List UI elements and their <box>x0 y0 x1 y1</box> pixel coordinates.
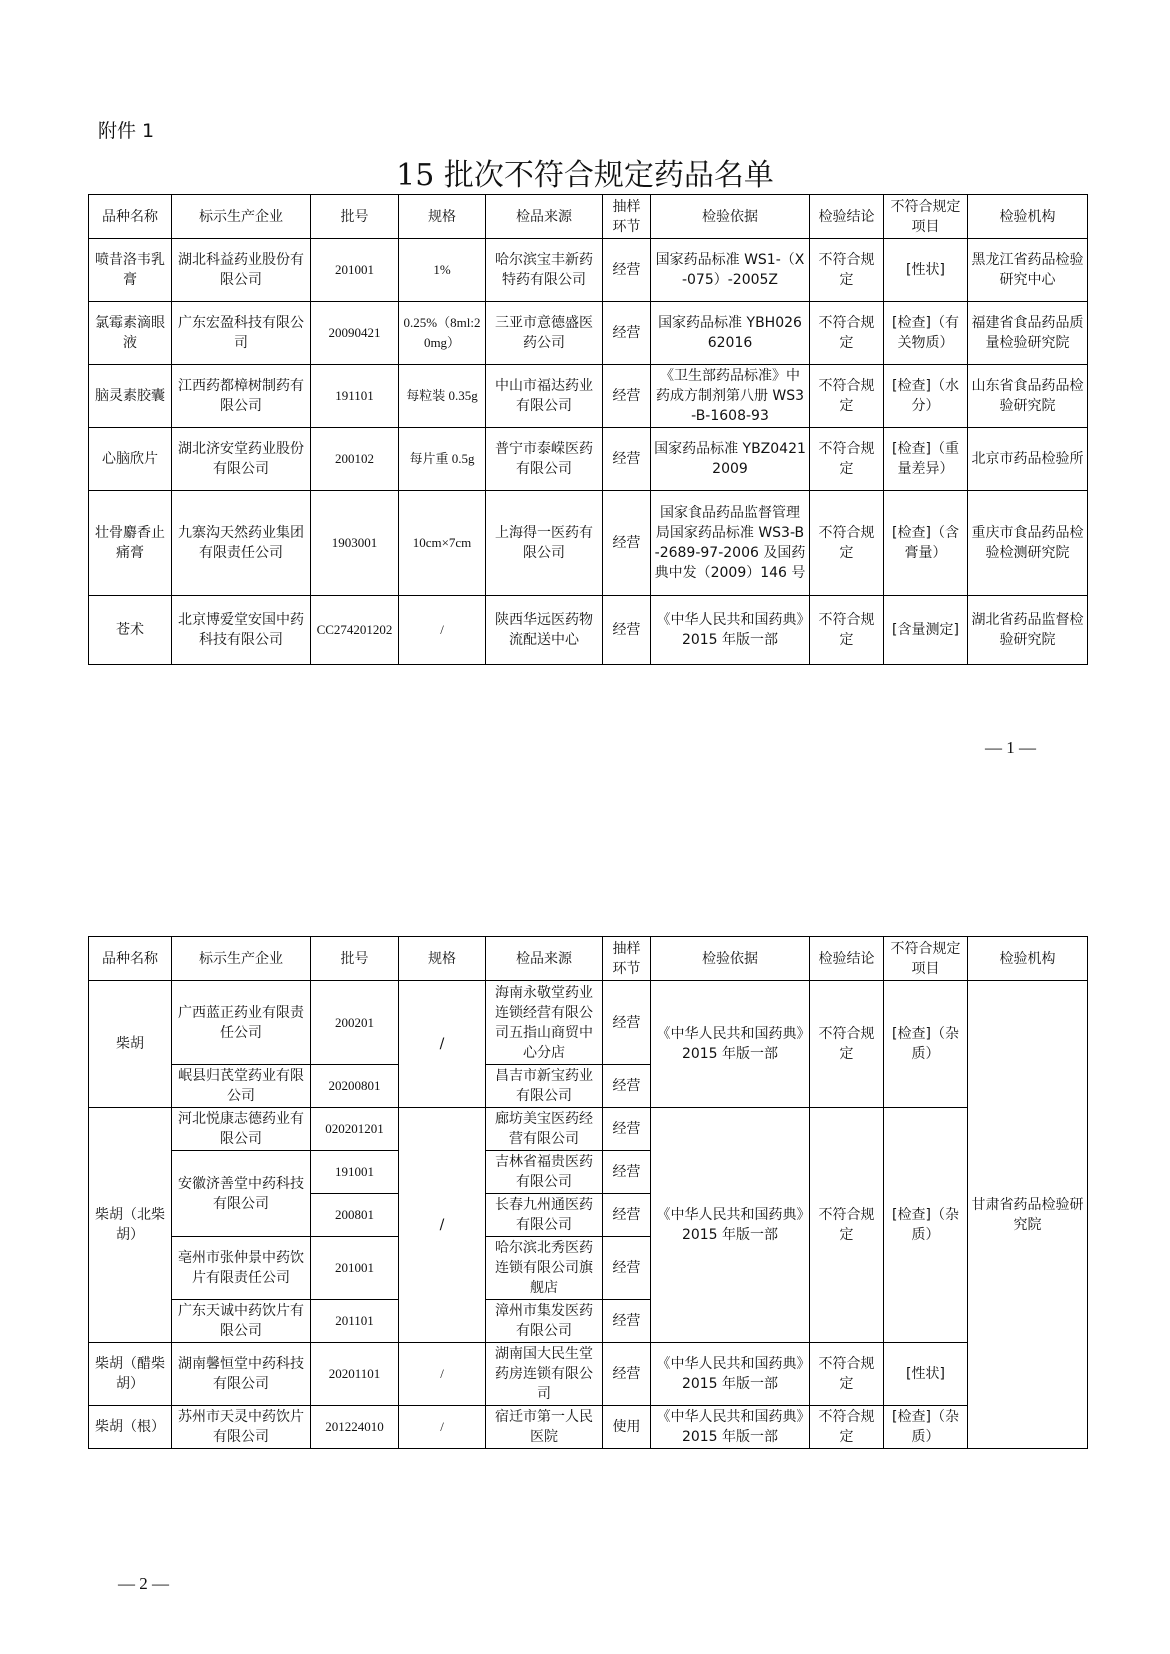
cell-variety: 喷昔洛韦乳膏 <box>89 239 172 302</box>
header-batch: 批号 <box>311 937 399 981</box>
header-spec: 规格 <box>399 937 486 981</box>
cell-batch: CC274201202 <box>311 596 399 665</box>
header-basis: 检验依据 <box>651 937 810 981</box>
cell-source: 普宁市泰嵘医药有限公司 <box>486 428 603 491</box>
cell-item: [含量测定] <box>884 596 968 665</box>
cell-variety: 脑灵素胶囊 <box>89 365 172 428</box>
cell-stage: 经营 <box>603 1194 651 1237</box>
cell-stage: 经营 <box>603 1065 651 1108</box>
header-stage: 抽样环节 <box>603 195 651 239</box>
cell-source: 海南永敬堂药业连锁经营有限公司五指山商贸中心分店 <box>486 981 603 1065</box>
cell-stage: 经营 <box>603 428 651 491</box>
cell-manufacturer: 广西蓝正药业有限责任公司 <box>172 981 311 1065</box>
cell-agency: 湖北省药品监督检验研究院 <box>968 596 1088 665</box>
cell-basis: 国家药品标准 YBZ04212009 <box>651 428 810 491</box>
cell-batch: 20090421 <box>311 302 399 365</box>
header-manufacturer: 标示生产企业 <box>172 937 311 981</box>
cell-result: 不符合规定 <box>810 239 884 302</box>
page-number-1: — 1 — <box>985 738 1036 757</box>
cell-item: [检查]（水分） <box>884 365 968 428</box>
cell-result: 不符合规定 <box>810 1108 884 1343</box>
cell-source: 三亚市意德盛医药公司 <box>486 302 603 365</box>
header-item: 不符合规定项目 <box>884 195 968 239</box>
cell-source: 中山市福达药业有限公司 <box>486 365 603 428</box>
header-batch: 批号 <box>311 195 399 239</box>
cell-basis: 《中华人民共和国药典》2015 年版一部 <box>651 981 810 1108</box>
cell-spec: / <box>399 1406 486 1449</box>
table-row <box>89 981 1088 1065</box>
cell-item: [检查]（杂质） <box>884 1108 968 1343</box>
header-result: 检验结论 <box>810 937 884 981</box>
cell-variety: 柴胡（北柴胡） <box>89 1108 172 1343</box>
cell-agency: 黑龙江省药品检验研究中心 <box>968 239 1088 302</box>
cell-source: 昌吉市新宝药业有限公司 <box>486 1065 603 1108</box>
header-variety: 品种名称 <box>89 937 172 981</box>
cell-source: 哈尔滨北秀医药连锁有限公司旗舰店 <box>486 1237 603 1300</box>
cell-result: 不符合规定 <box>810 981 884 1108</box>
cell-batch: 191001 <box>311 1151 399 1194</box>
header-item: 不符合规定项目 <box>884 937 968 981</box>
cell-agency: 山东省食品药品检验研究院 <box>968 365 1088 428</box>
cell-variety: 柴胡（醋柴胡） <box>89 1343 172 1406</box>
cell-manufacturer: 河北悦康志德药业有限公司 <box>172 1108 311 1151</box>
cell-manufacturer: 湖北科益药业股份有限公司 <box>172 239 311 302</box>
cell-batch: 200801 <box>311 1194 399 1237</box>
table-row <box>89 239 1088 302</box>
table-row <box>89 491 1088 596</box>
cell-source: 吉林省福贵医药有限公司 <box>486 1151 603 1194</box>
cell-item: [检查]（杂质） <box>884 1406 968 1449</box>
cell-source: 漳州市集发医药有限公司 <box>486 1300 603 1343</box>
cell-result: 不符合规定 <box>810 1406 884 1449</box>
cell-stage: 经营 <box>603 981 651 1065</box>
cell-variety: 柴胡（根） <box>89 1406 172 1449</box>
cell-spec: 1% <box>399 239 486 302</box>
cell-manufacturer: 湖北济安堂药业股份有限公司 <box>172 428 311 491</box>
cell-item: [检查]（杂质） <box>884 981 968 1108</box>
cell-item: [性状] <box>884 239 968 302</box>
cell-manufacturer: 湖南馨恒堂中药科技有限公司 <box>172 1343 311 1406</box>
cell-basis: 《中华人民共和国药典》2015 年版一部 <box>651 1406 810 1449</box>
cell-spec: 10cm×7cm <box>399 491 486 596</box>
cell-stage: 经营 <box>603 1300 651 1343</box>
header-row <box>89 195 1088 239</box>
cell-item: [性状] <box>884 1343 968 1406</box>
cell-variety: 柴胡 <box>89 981 172 1108</box>
cell-result: 不符合规定 <box>810 1343 884 1406</box>
attachment-label: 附件 1 <box>98 120 155 142</box>
cell-manufacturer: 江西药都樟树制药有限公司 <box>172 365 311 428</box>
table-row <box>89 365 1088 428</box>
header-agency: 检验机构 <box>968 937 1088 981</box>
drug-table-page1 <box>88 194 1088 665</box>
drug-table-page2 <box>88 936 1088 1449</box>
cell-stage: 经营 <box>603 302 651 365</box>
header-basis: 检验依据 <box>651 195 810 239</box>
cell-manufacturer: 岷县归芪堂药业有限公司 <box>172 1065 311 1108</box>
cell-batch: 200102 <box>311 428 399 491</box>
cell-result: 不符合规定 <box>810 596 884 665</box>
cell-basis: 国家药品标准 YBH02662016 <box>651 302 810 365</box>
cell-stage: 经营 <box>603 596 651 665</box>
cell-agency: 甘肃省药品检验研究院 <box>968 981 1088 1449</box>
cell-result: 不符合规定 <box>810 302 884 365</box>
cell-source: 陕西华远医药物流配送中心 <box>486 596 603 665</box>
cell-manufacturer: 九寨沟天然药业集团有限责任公司 <box>172 491 311 596</box>
cell-source: 廊坊美宝医药经营有限公司 <box>486 1108 603 1151</box>
header-source: 检品来源 <box>486 195 603 239</box>
cell-source: 上海得一医药有限公司 <box>486 491 603 596</box>
cell-basis: 《中华人民共和国药典》2015 年版一部 <box>651 596 810 665</box>
table-row <box>89 1108 1088 1151</box>
cell-item: [检查]（含膏量） <box>884 491 968 596</box>
table-row <box>89 1406 1088 1449</box>
cell-basis: 《中华人民共和国药典》2015 年版一部 <box>651 1108 810 1343</box>
header-source: 检品来源 <box>486 937 603 981</box>
cell-source: 长春九州通医药有限公司 <box>486 1194 603 1237</box>
cell-manufacturer: 苏州市天灵中药饮片有限公司 <box>172 1406 311 1449</box>
cell-result: 不符合规定 <box>810 428 884 491</box>
cell-manufacturer: 广东宏盈科技有限公司 <box>172 302 311 365</box>
cell-variety: 氯霉素滴眼液 <box>89 302 172 365</box>
cell-stage: 经营 <box>603 1343 651 1406</box>
cell-stage: 经营 <box>603 491 651 596</box>
cell-spec: 每片重 0.5g <box>399 428 486 491</box>
cell-result: 不符合规定 <box>810 365 884 428</box>
cell-batch: 1903001 <box>311 491 399 596</box>
header-row <box>89 937 1088 981</box>
cell-stage: 经营 <box>603 1108 651 1151</box>
cell-batch: 201001 <box>311 1237 399 1300</box>
cell-spec: / <box>399 596 486 665</box>
cell-stage: 经营 <box>603 365 651 428</box>
cell-spec: / <box>399 1343 486 1406</box>
cell-batch: 201224010 <box>311 1406 399 1449</box>
cell-spec: / <box>399 981 486 1108</box>
cell-variety: 心脑欣片 <box>89 428 172 491</box>
cell-stage: 使用 <box>603 1406 651 1449</box>
cell-basis: 国家药品标准 WS1-（X-075）-2005Z <box>651 239 810 302</box>
header-variety: 品种名称 <box>89 195 172 239</box>
cell-basis: 《中华人民共和国药典》2015 年版一部 <box>651 1343 810 1406</box>
cell-agency: 福建省食品药品质量检验研究院 <box>968 302 1088 365</box>
cell-manufacturer: 北京博爱堂安国中药科技有限公司 <box>172 596 311 665</box>
cell-batch: 191101 <box>311 365 399 428</box>
table-row <box>89 1343 1088 1406</box>
table-row <box>89 302 1088 365</box>
document-title: 15 批次不符合规定药品名单 <box>396 158 774 193</box>
cell-batch: 200201 <box>311 981 399 1065</box>
cell-stage: 经营 <box>603 1237 651 1300</box>
cell-batch: 201001 <box>311 239 399 302</box>
cell-agency: 重庆市食品药品检验检测研究院 <box>968 491 1088 596</box>
cell-variety: 壮骨麝香止痛膏 <box>89 491 172 596</box>
cell-manufacturer: 安徽济善堂中药科技有限公司 <box>172 1151 311 1237</box>
header-spec: 规格 <box>399 195 486 239</box>
cell-manufacturer: 亳州市张仲景中药饮片有限责任公司 <box>172 1237 311 1300</box>
cell-source: 宿迁市第一人民医院 <box>486 1406 603 1449</box>
header-result: 检验结论 <box>810 195 884 239</box>
cell-variety: 苍术 <box>89 596 172 665</box>
cell-item: [检查]（重量差异） <box>884 428 968 491</box>
cell-stage: 经营 <box>603 239 651 302</box>
cell-source: 湖南国大民生堂药房连锁有限公司 <box>486 1343 603 1406</box>
cell-spec: 每粒装 0.35g <box>399 365 486 428</box>
table-row <box>89 428 1088 491</box>
header-manufacturer: 标示生产企业 <box>172 195 311 239</box>
cell-item: [检查]（有关物质） <box>884 302 968 365</box>
cell-spec: 0.25%（8ml:20mg） <box>399 302 486 365</box>
cell-manufacturer: 广东天诚中药饮片有限公司 <box>172 1300 311 1343</box>
cell-basis: 《卫生部药品标准》中药成方制剂第八册 WS3-B-1608-93 <box>651 365 810 428</box>
page-number-2: — 2 — <box>118 1574 169 1593</box>
cell-spec: / <box>399 1108 486 1343</box>
header-stage: 抽样环节 <box>603 937 651 981</box>
cell-stage: 经营 <box>603 1151 651 1194</box>
table-row <box>89 596 1088 665</box>
cell-batch: 020201201 <box>311 1108 399 1151</box>
header-agency: 检验机构 <box>968 195 1088 239</box>
cell-batch: 20201101 <box>311 1343 399 1406</box>
cell-agency: 北京市药品检验所 <box>968 428 1088 491</box>
cell-basis: 国家食品药品监督管理局国家药品标准 WS3-B-2689-97-2006 及国药典中发（2009）146 号 <box>651 491 810 596</box>
cell-batch: 201101 <box>311 1300 399 1343</box>
cell-batch: 20200801 <box>311 1065 399 1108</box>
cell-source: 哈尔滨宝丰新药特药有限公司 <box>486 239 603 302</box>
cell-result: 不符合规定 <box>810 491 884 596</box>
